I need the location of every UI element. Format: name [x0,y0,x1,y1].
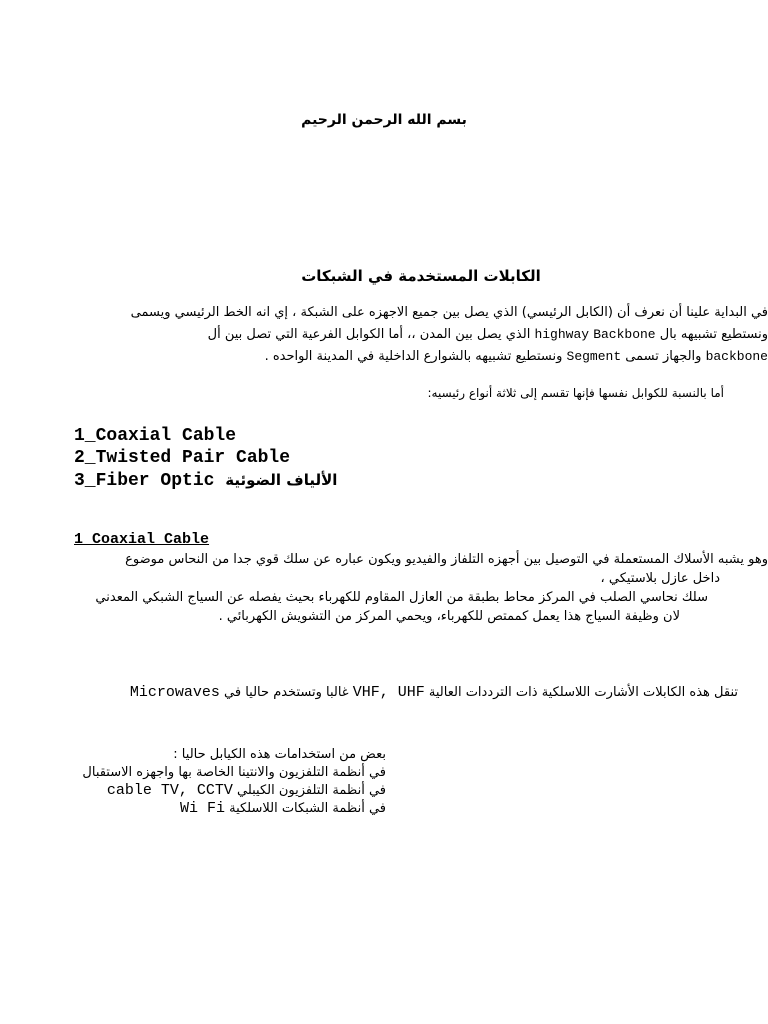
cable-type-2: 2_Twisted Pair Cable [74,448,291,468]
intro-line-1: في البداية علينا أن نعرف أن (الكابل الرئيسي) الذي يصل بين جميع الاجهزه على الشبكة ، إي انه الخط الرئيسي ويسمى [130,305,768,320]
basmala: بسم الله الرحمن الرحيم [301,112,467,128]
uses-item-2 [82,782,386,800]
division-text: أما بالنسبة للكوابل نفسها فإنها تقسم إلى ثلاثة أنواع رئيسيه: [427,386,724,400]
term-cable-tv: cable TV, CCTV [106,782,233,799]
cable-type-3-arabic: الألياف الضوئية [225,471,338,489]
term-wifi: Wi Fi [179,800,225,817]
intro-line-2-post: الذي يصل بين المدن ،، أما الكوابل الفرعية التي تصل بين أل [207,327,531,342]
description-line-2: داخل عازل بلاستيكي ، [600,571,720,586]
cable-type-3-label: 3_Fiber Optic [74,471,215,491]
cable-type-3 [74,469,337,492]
cable-types-list [74,425,337,492]
document-title: الكابلات المستخدمة في الشبكات [301,267,541,285]
intro-line-3-post: ونستطيع تشبيهه بالشوارع الداخلية في المدينة الواحده . [264,349,563,364]
microwaves-line [130,684,738,701]
description-line-3: سلك نحاسي الصلب في المركز محاط بطبقة من العازل المقاوم للكهرباء بحيث يفصله عن السياج الشبكي المعدني [95,590,708,605]
intro-paragraph [72,302,768,368]
description-line-4: لان وظيفة السياج هذا يعمل كممتص للكهرباء، ويحمي المركز من التشويش الكهربائي . [218,609,680,624]
section-heading: 1 Coaxial Cable [74,531,210,548]
microwaves-text: تنقل هذه الكابلات الأشارت اللاسلكية ذات الترددات العالية [428,685,738,700]
term-microwaves: Microwaves [129,684,220,701]
term-backbone: Backbone [593,327,656,342]
intro-line-3-mid: والجهاز تسمى [625,349,702,364]
description-line-1: وهو يشبه الأسلاك المستعملة في التوصيل بين أجهزه التلفاز والفيديو ويكون عباره عن سلك قوي جدا من النحاس موضوع [125,552,768,567]
term-segment: Segment [566,349,622,364]
intro-line-2 [72,324,768,346]
term-backbone-lower: backbone [705,349,768,364]
microwaves-text-2: غالبا وتستخدم حاليا في [224,685,349,700]
uses-item-1: في أنظمة التلفزيون والانتينا الخاصة بها واجهزه الاستقبال [82,765,386,780]
term-highway: highway [534,327,590,342]
uses-heading: بعض من استخدامات هذه الكيابل حاليا : [173,747,386,762]
cable-type-1: 1_Coaxial Cable [74,426,237,446]
intro-line-3 [72,346,768,368]
uses-item-3-text: في أنظمة الشبكات اللاسلكية [229,801,386,816]
uses-list [82,746,386,818]
uses-item-3 [82,800,386,818]
term-vhf-uhf: VHF, UHF [352,684,425,701]
uses-item-2-text: في أنظمة التلفزيون الكيبلي [237,783,386,798]
coaxial-description [40,550,768,626]
intro-line-2-text: ونستطيع تشبيهه بال [659,327,768,342]
